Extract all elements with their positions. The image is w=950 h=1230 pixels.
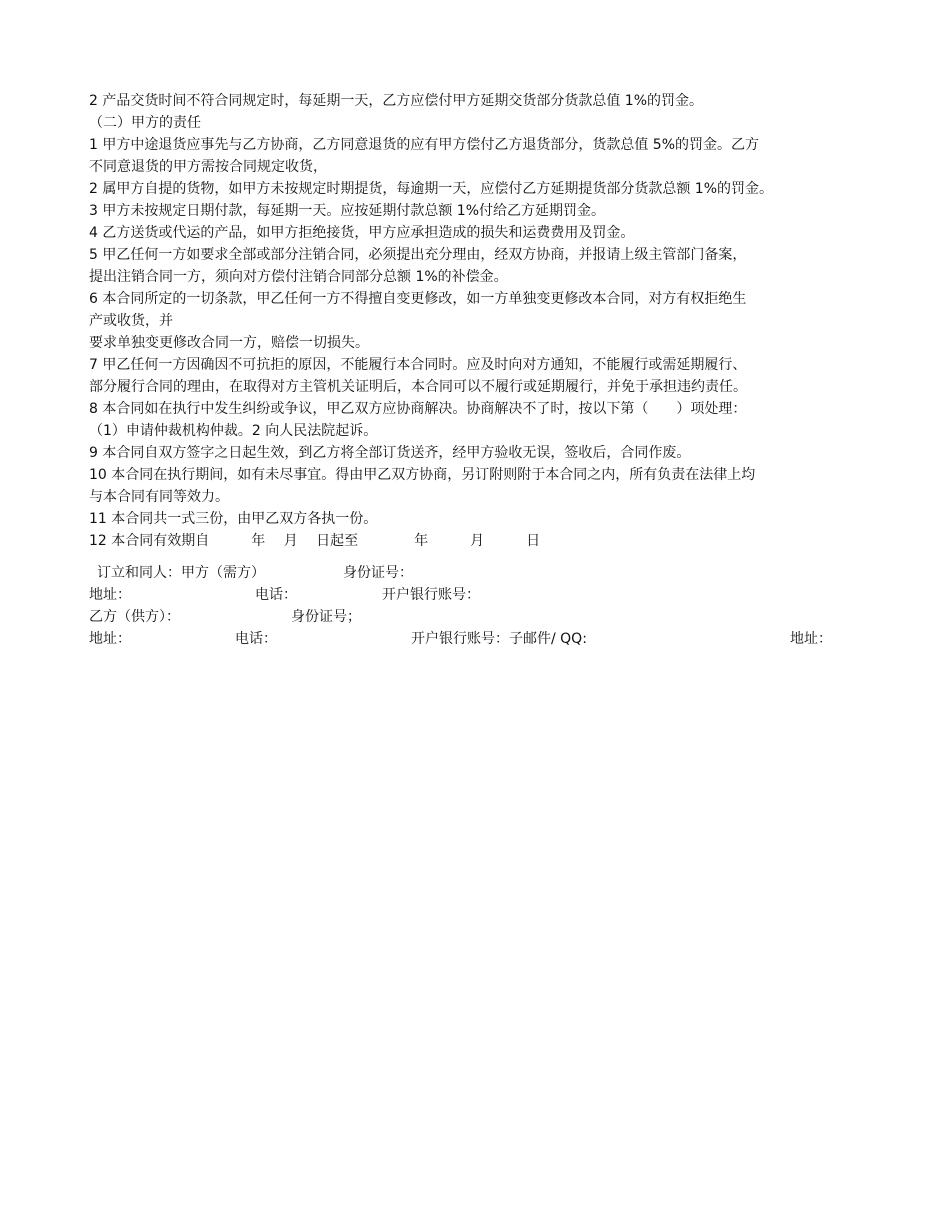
contract-clauses — [89, 90, 879, 552]
clause-line: 9 本合同自双方签字之日起生效，到乙方将全部订货送齐，经甲方验收无误，签收后，合同作废。 — [89, 445, 691, 461]
clause-line: 3 甲方未按规定日期付款，每延期一天。应按延期付款总额 1%付给乙方延期罚金。 — [89, 203, 606, 219]
clause-line: 5 甲乙任何一方如要求全部或部分注销合同，必须提出充分理由，经双方协商，并报请上级主管部门备案， — [89, 247, 747, 263]
clause-line: 产或收货，并 — [89, 313, 173, 329]
party-a-bank-label: 开户银行账号： — [382, 587, 480, 603]
party-a-contact-line — [89, 584, 879, 606]
clause-line: 12 本合同有效期自 年 月 日起至 年 月 日 — [89, 533, 541, 549]
party-a-address-label: 地址： — [89, 587, 131, 603]
party-b-phone-label: 电话： — [235, 631, 277, 647]
clause-line: 2 产品交货时间不符合同规定时，每延期一天，乙方应偿付甲方延期交货部分货款总值 1%的罚金。 — [89, 93, 704, 109]
contract-page — [89, 90, 879, 650]
clause-line: 10 本合同在执行期间，如有未尽事宜。得由甲乙双方协商，另订附则附于本合同之内，所有负责在法律上均 — [89, 467, 756, 483]
party-a-label: 订立和同人：甲方（需方） — [97, 565, 265, 581]
party-b-id-label: 身份证号； — [291, 609, 361, 625]
party-a-phone-label: 电话： — [255, 587, 297, 603]
party-b-label: 乙方（供方）： — [89, 609, 180, 625]
clause-line: 要求单独变更修改合同一方，赔偿一切损失。 — [89, 335, 369, 351]
party-b-header-line — [89, 606, 879, 628]
clause-line: 6 本合同所定的一切条款，甲乙任何一方不得擅自变更修改，如一方单独变更修改本合同，对方有权拒绝生 — [89, 291, 747, 307]
clause-line: 1 甲方中途退货应事先与乙方协商，乙方同意退货的应有甲方偿付乙方退货部分，货款总值 5%的罚金。乙方 — [89, 137, 760, 153]
clause-line: 不同意退货的甲方需按合同规定收货， — [89, 159, 327, 175]
clause-line: （1）申请仲裁机构仲裁。2 向人民法院起诉。 — [89, 423, 378, 439]
party-a-id-label: 身份证号： — [343, 565, 413, 581]
clause-line: 8 本合同如在执行中发生纠纷或争议，甲乙双方应协商解决。协商解决不了时，按以下第（ ）项处理： — [89, 401, 747, 417]
party-b-bank-label: 开户银行账号：子邮件/ QQ: — [411, 631, 587, 647]
clause-line: 7 甲乙任何一方因确因不可抗拒的原因，不能履行本合同时。应及时向对方通知，不能履行或需延期履行、 — [89, 357, 747, 373]
signature-block — [89, 562, 879, 650]
clause-line: 2 属甲方自提的货物，如甲方未按规定时期提货，每逾期一天，应偿付乙方延期提货部分货款总额 1%的罚金。 — [89, 181, 774, 197]
clause-line: 11 本合同共一式三份，由甲乙双方各执一份。 — [89, 511, 378, 527]
clause-line: 与本合同有同等效力。 — [89, 489, 229, 505]
clause-line: 4 乙方送货或代运的产品，如甲方拒绝接货，甲方应承担造成的损失和运费费用及罚金。 — [89, 225, 635, 241]
party-b-contact-line — [89, 628, 879, 650]
clause-line: 提出注销合同一方，须向对方偿付注销合同部分总额 1%的补偿金。 — [89, 269, 508, 285]
party-a-header-line — [89, 562, 879, 584]
clause-line: 部分履行合同的理由，在取得对方主管机关证明后，本合同可以不履行或延期履行，并免于承担违约责任。 — [89, 379, 747, 395]
party-b-address-label-2: 地址： — [790, 631, 832, 647]
party-b-address-label: 地址： — [89, 631, 131, 647]
clause-line: （二）甲方的责任 — [89, 115, 201, 131]
